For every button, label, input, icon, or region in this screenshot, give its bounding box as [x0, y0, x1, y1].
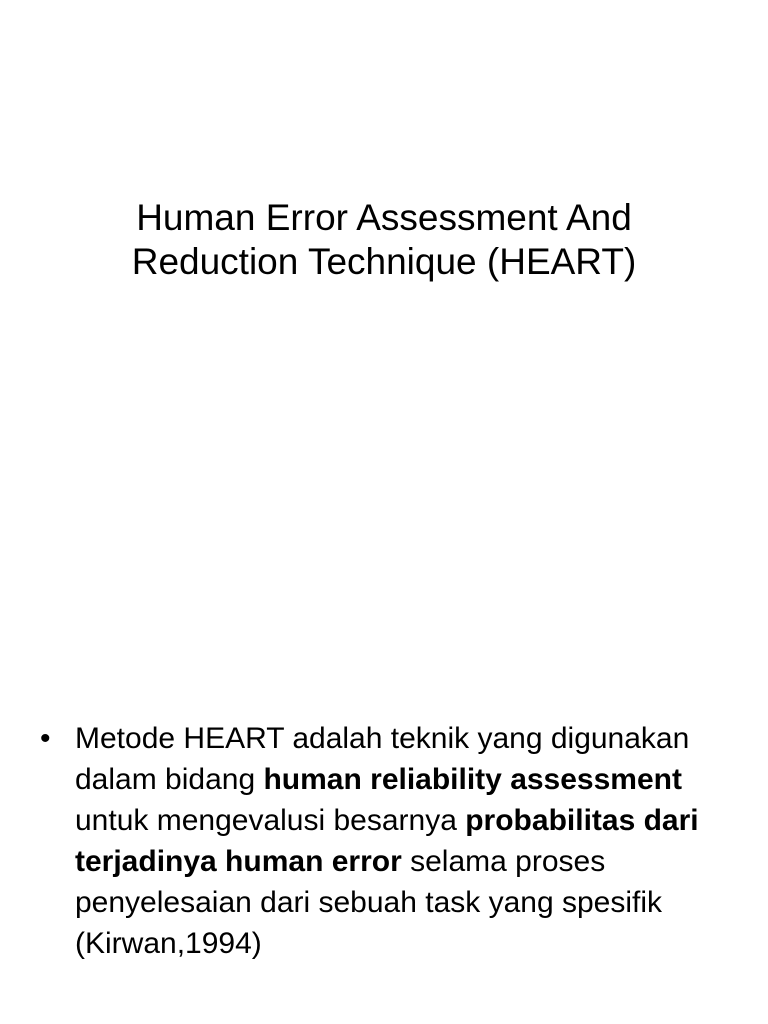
bullet-item [40, 718, 720, 964]
bullet-text-emphasis: human reliability assessment [263, 763, 682, 796]
bullet-text [75, 722, 699, 960]
bullet-text-emphasis: probabilitas dari terjadinya human error [75, 804, 699, 878]
bullet-text-segment: Metode HEART adalah teknik yang digunakan dalam bidang [75, 722, 690, 796]
bullet-marker: • [40, 722, 51, 755]
slide-title [40, 196, 728, 284]
bullet-text-segment: selama proses penyelesaian dari sebuah task yang spesifik (Kirwan,1994) [75, 845, 663, 960]
bullet-text-segment: untuk mengevalusi besarnya [75, 804, 466, 837]
slide-title-line-2: Reduction Technique (HEART) [131, 241, 637, 282]
slide-title-line-1: Human Error Assessment And [136, 197, 632, 238]
slide-body [40, 718, 720, 964]
